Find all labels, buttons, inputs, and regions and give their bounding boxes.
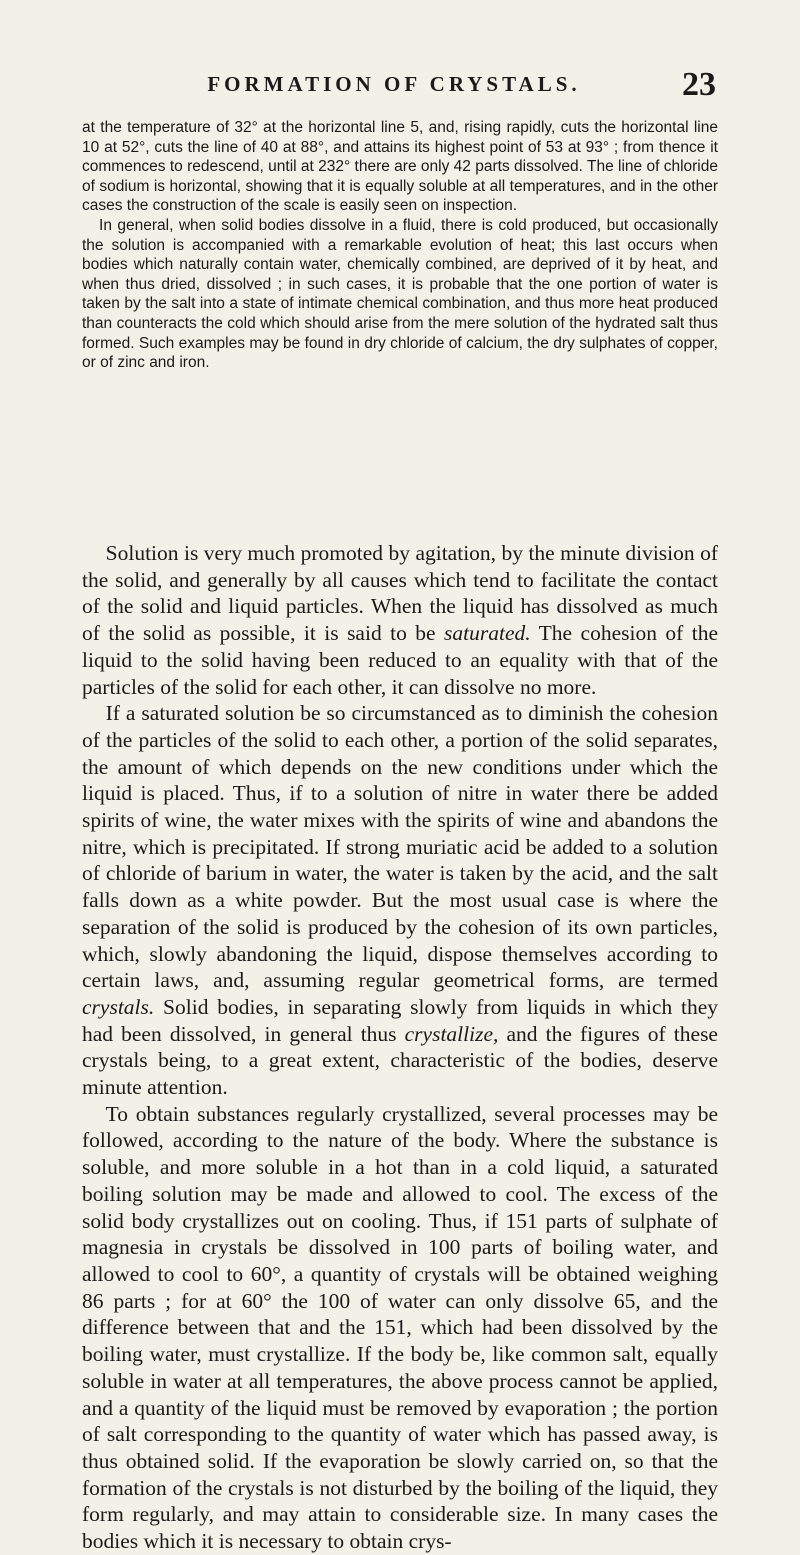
small-print-section — [82, 118, 718, 373]
large-print-section — [82, 540, 718, 1555]
running-title: FORMATION OF CRYSTALS. — [207, 72, 581, 96]
italic-term: crystals. — [82, 994, 155, 1019]
small-print-paragraph: In general, when solid bodies dissolve in a fluid, there is cold produced, but occasionally the solution is accompanied with a remarkable evolution of heat; this last occurs when bodies which naturally contain water, chemically combined, are deprived of it by heat, and when thus dried, dissolved ; in such cases, it is probable that the one portion of water is taken by the salt into a state of intimate chemical combination, and thus more heat produced than counteracts the cold which should arise from the mere solution of the hydrated salt thus formed. Such examples may be found in dry chloride of calcium, the dry sulphates of copper, or of zinc and iron. — [82, 216, 718, 372]
text-run: The cohesion of the liquid to the solid having been reduced to an equality with that of the particles of the solid for each other, it can dissolve no more. — [82, 621, 718, 699]
small-print-paragraph: at the temperature of 32° at the horizontal line 5, and, rising rapidly, cuts the horizontal line 10 at 52°, cuts the line of 40 at 88°, and attains its highest point of 53 at 93° ; from thence it commences to redescend, until at 232° there are only 42 parts dissolved. The line of chloride of sodium is horizontal, showing that it is equally soluble at all temperatures, and in the other cases the construction of the scale is easily seen on inspection. — [82, 119, 718, 215]
body-paragraph-crystals — [82, 700, 718, 1101]
italic-term: saturated. — [444, 621, 531, 646]
text-run: Solution is very much promoted by agitation, by the minute division of the solid, and generally by all causes which tend to facilitate the contact of the solid and liquid particles. When the liquid has dissolved as much of the solid as possible, it is said to be — [82, 541, 718, 646]
text-run: and the figures of these crystals being, to a great extent, characteristic of the bodies, deserve minute attention. — [82, 1021, 718, 1100]
text-run: If a saturated solution be so circumstanced as to diminish the cohesion of the particles of the solid to each other, a portion of the solid separates, the amount of which depends on the new conditions under which the liquid is placed. Thus, if to a solution of nitre in water there be added spirits of wine, the water mixes with the spirits of wine and abandons the nitre, which is precipitated. If strong muriatic acid be added to a solution of chloride of barium in water, the water is taken by the acid, and the salt falls down as a white powder. But the most usual case is where the separation of the solid is produced by the cohesion of its own particles, which, slowly abandoning the liquid, dispose themselves according to certain laws, and, assuming regular geometrical forms, are termed — [82, 701, 718, 993]
body-paragraph-processes: To obtain substances regularly crystallized, several processes may be followed, according to the nature of the body. Where the substance is soluble, and more soluble in a hot than in a cold liquid, a saturated boiling solution may be made and allowed to cool. The excess of the solid body crystallizes out on cooling. Thus, if 151 parts of sulphate of magnesia in crystals be dissolved in 100 parts of boiling water, and allowed to cool to 60°, a quantity of crystals will be obtained weighing 86 parts ; for at 60° the 100 of water can only dissolve 65, and the difference between that and the 151, which had been dissolved by the boiling water, must crystallize. If the body be, like common salt, equally soluble in water at all temperatures, the above process cannot be applied, and a quantity of the liquid must be removed by evaporation ; the portion of salt corresponding to the quantity of water which has passed away, is thus obtained solid. If the evaporation be slowly carried on, so that the formation of the crystals is not disturbed by the boiling of the liquid, they form regularly, and may attain to considerable size. In many cases the bodies which it is necessary to obtain crys- — [82, 1101, 718, 1554]
text-run: Solid bodies, in separating slowly from liquids in which they had been dissolved, in general thus — [82, 994, 718, 1046]
running-head — [0, 66, 800, 112]
page-number: 23 — [682, 66, 716, 103]
body-paragraph-solution — [82, 540, 718, 700]
italic-term: crystallize, — [404, 1021, 499, 1046]
